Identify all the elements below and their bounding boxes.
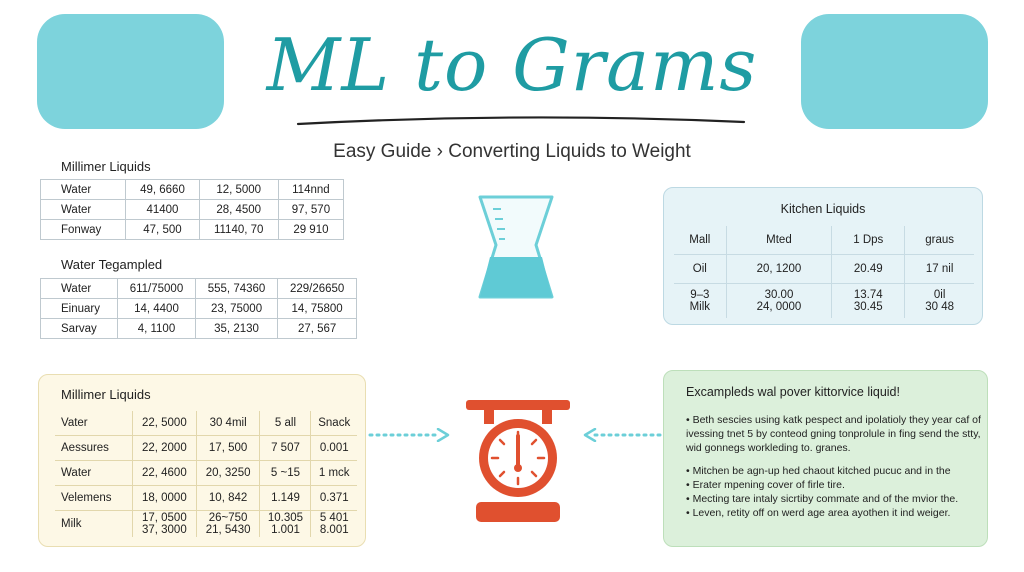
table-cell: 0il 30 48 [925, 289, 955, 313]
table-cell: 30.00 24, 0000 [726, 284, 832, 319]
table-cell: 28, 4500 [199, 200, 278, 220]
table-cell: 14, 75800 [278, 299, 357, 319]
table1 [40, 179, 344, 240]
table-cell: Mted [726, 226, 832, 255]
examples-item: • Mecting tare intaly sicrtiby commate and of the mvior the. [686, 493, 959, 505]
table-cell: Mall [674, 226, 726, 255]
table-cell: 30 4mil [196, 411, 260, 436]
table-cell: 4, 1100 [118, 319, 196, 339]
table-cell: Water [41, 279, 118, 299]
table-row [41, 200, 344, 220]
table-row [41, 319, 357, 339]
table-row [41, 220, 344, 240]
examples-item: • Erater mpening cover of firle tire. [686, 479, 845, 491]
examples-item: • Beth sescies using katk pespect and ipolatioly they year caf of ivessing tnet 5 by conteod gning tonprolule in fing send the stty, wid gonnegs workleding to. granes. [686, 414, 981, 454]
table-row [55, 436, 357, 461]
table-row [674, 284, 974, 319]
page-subtitle: Easy Guide › Converting Liquids to Weight [333, 141, 691, 162]
table-cell: 229/26650 [278, 279, 357, 299]
table-cell: Water [55, 461, 132, 486]
examples-item: • Leven, retity off on werd age area ayothen it ind weiger. [686, 507, 951, 519]
table-cell: Snack [311, 411, 357, 436]
table2 [40, 278, 357, 339]
table-cell: 22, 2000 [132, 436, 196, 461]
table-cell: Sarvay [41, 319, 118, 339]
table-row [41, 299, 357, 319]
table-cell: 12, 5000 [199, 180, 278, 200]
table-cell: 26~750 21, 5430 [196, 511, 260, 538]
dotted-arrow-left-icon [583, 428, 665, 442]
measuring-cup-icon [470, 193, 562, 301]
table-cell: 555, 74360 [195, 279, 277, 299]
dotted-arrow-right-icon [368, 428, 452, 442]
table-cell: 13.74 30.45 [832, 284, 905, 319]
table-cell: 5 all [260, 411, 311, 436]
kitchen-liquids-panel [663, 187, 983, 325]
table-cell: 11140, 70 [199, 220, 278, 240]
table-cell: 1 mck [311, 461, 357, 486]
page-title: ML to Grams [266, 23, 758, 107]
table-cell: 17, 0500 37, 3000 [132, 511, 196, 538]
table-cell: Vater [55, 411, 132, 436]
decorative-banner-left [37, 14, 224, 129]
table-cell: 22, 4600 [132, 461, 196, 486]
table-row [55, 411, 357, 436]
table-row [55, 486, 357, 511]
table-cell: 14, 4400 [118, 299, 196, 319]
table-cell: Milk [55, 511, 132, 538]
table-cell: 27, 567 [278, 319, 357, 339]
table-row [41, 180, 344, 200]
examples-list [686, 413, 982, 520]
table-cell: Water [41, 200, 126, 220]
table-cell: 611/75000 [118, 279, 196, 299]
table-cell: 17, 500 [196, 436, 260, 461]
table-cell: 10, 842 [196, 486, 260, 511]
table-cell: 20, 1200 [726, 255, 832, 284]
table-cell: 20, 3250 [196, 461, 260, 486]
table-cell: 5 401 8.001 [319, 512, 349, 536]
kitchen-scale-icon [462, 398, 574, 526]
table-cell: 20.49 [832, 255, 905, 284]
table-cell: 17 nil [905, 255, 974, 284]
table1-heading: Millimer Liquids [61, 159, 151, 174]
table-cell: Oil [674, 255, 726, 284]
millimer-liquids-title: Millimer Liquids [61, 387, 151, 402]
table-row [41, 279, 357, 299]
table2-heading: Water Tegampled [61, 257, 163, 272]
decorative-banner-right [801, 14, 988, 129]
examples-panel [663, 370, 988, 547]
table-row [674, 226, 974, 255]
table-cell: 23, 75000 [195, 299, 277, 319]
kitchen-liquids-table [674, 226, 974, 318]
table-cell: graus [905, 226, 974, 255]
table-cell: 10.305 1.001 [260, 511, 311, 538]
table-cell: 1 Dps [832, 226, 905, 255]
table-cell: 35, 2130 [195, 319, 277, 339]
examples-item: • Mitchen be agn-up hed chaout kitched pucuc and in the [686, 465, 951, 477]
millimer-liquids-table [55, 411, 357, 537]
table-cell: 41400 [126, 200, 199, 220]
table-cell: 22, 5000 [132, 411, 196, 436]
millimer-liquids-panel [38, 374, 366, 547]
table-cell: Velemens [55, 486, 132, 511]
table-cell: 1.149 [260, 486, 311, 511]
title-underline [296, 114, 746, 128]
table-cell: Einuary [41, 299, 118, 319]
table-cell: 49, 6660 [126, 180, 199, 200]
table-cell: 0.371 [311, 486, 357, 511]
table-cell: Aessures [55, 436, 132, 461]
table-cell: 29 910 [278, 220, 343, 240]
table-cell: 9–3 Milk [674, 284, 726, 319]
table-cell: 18, 0000 [132, 486, 196, 511]
table-cell: 5 ~15 [260, 461, 311, 486]
table-cell: 114nnd [278, 180, 343, 200]
table-cell: 97, 570 [278, 200, 343, 220]
table-cell: 7 507 [260, 436, 311, 461]
table-cell: Fonway [41, 220, 126, 240]
table-cell: 0.001 [311, 436, 357, 461]
kitchen-liquids-title: Kitchen Liquids [780, 202, 866, 216]
examples-title: Excampleds wal pover kittorvice liquid! [686, 385, 900, 399]
table-cell: Water [41, 180, 126, 200]
table-row [55, 511, 357, 538]
table-cell: 47, 500 [126, 220, 199, 240]
table-row [674, 255, 974, 284]
table-row [55, 461, 357, 486]
